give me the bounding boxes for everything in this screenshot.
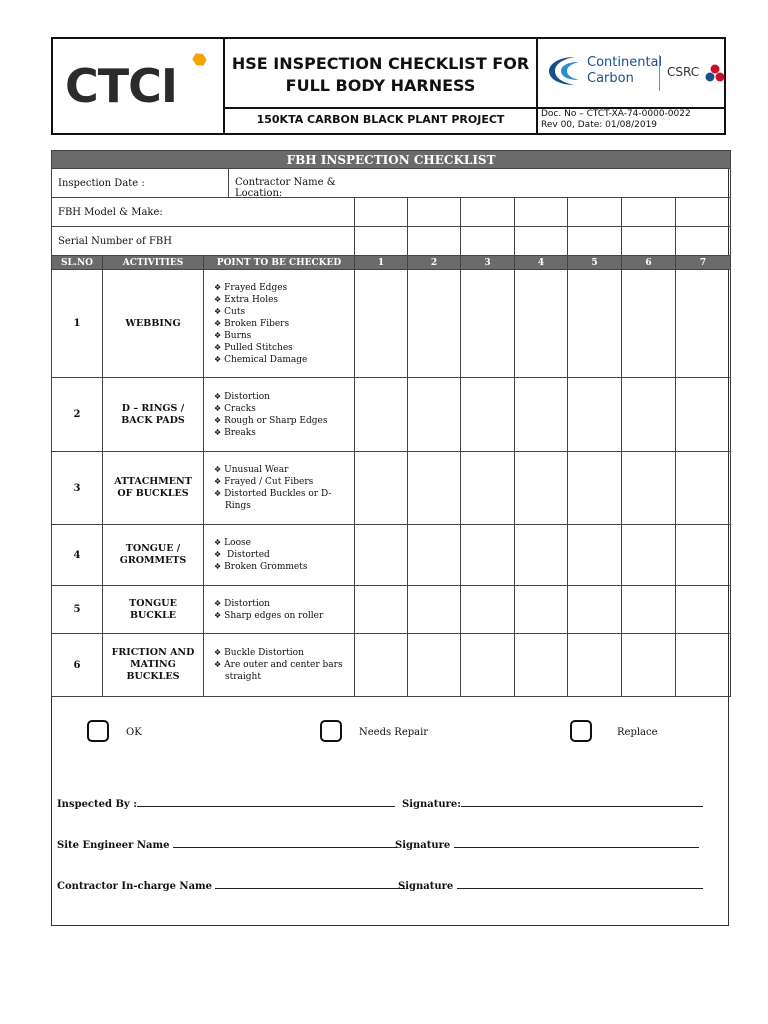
row-number: 4 xyxy=(52,525,103,586)
check-point: ❖ Distortion xyxy=(214,391,354,403)
check-points xyxy=(204,586,355,634)
serial-row xyxy=(52,227,731,256)
check-points xyxy=(204,525,355,586)
partner-logo-line-1: Continental xyxy=(587,55,663,70)
col-header-3: 3 xyxy=(461,256,515,270)
signature-2-input-line[interactable] xyxy=(454,838,699,848)
serial-cell-6[interactable] xyxy=(622,227,676,256)
revision-date: Rev 00, Date: 01/08/2019 xyxy=(541,120,658,130)
check-cell[interactable] xyxy=(408,525,461,586)
column-header-row xyxy=(52,256,731,270)
check-point: ❖ Rough or Sharp Edges xyxy=(214,415,354,427)
check-cell[interactable] xyxy=(568,586,622,634)
check-cell[interactable] xyxy=(461,270,515,378)
serial-number-label: Serial Number of FBH xyxy=(52,227,355,256)
serial-cell-7[interactable] xyxy=(676,227,731,256)
check-point: ❖ Sharp edges on roller xyxy=(214,610,354,622)
contractor-incharge-field xyxy=(57,879,405,892)
check-cell[interactable] xyxy=(515,634,568,697)
contractor-incharge-input-line[interactable] xyxy=(215,879,405,889)
inspected-by-field xyxy=(57,797,395,810)
signature-2-field xyxy=(395,838,699,851)
signature-3-input-line[interactable] xyxy=(457,879,703,889)
needs-repair-checkbox[interactable] xyxy=(320,720,342,742)
table-row xyxy=(52,525,731,586)
table-row xyxy=(52,378,731,452)
check-cell[interactable] xyxy=(408,586,461,634)
check-cell[interactable] xyxy=(622,270,676,378)
ctci-logo-mark-icon xyxy=(191,51,209,69)
fbh-model-label: FBH Model & Make: xyxy=(52,198,355,227)
title-line-1: HSE INSPECTION CHECKLIST FOR xyxy=(231,54,530,73)
replace-checkbox[interactable] xyxy=(570,720,592,742)
check-cell[interactable] xyxy=(622,378,676,452)
check-points xyxy=(204,634,355,697)
check-point: ❖ Cuts xyxy=(214,306,354,318)
check-cell[interactable] xyxy=(461,452,515,525)
doc-no: Doc. No – CTCT-XA-74-0000-0022 xyxy=(541,109,691,119)
col-header-5: 5 xyxy=(568,256,622,270)
activity-name: TONGUE BUCKLE xyxy=(103,586,204,634)
col-header-activities: ACTIVITIES xyxy=(103,256,204,270)
checklist-banner: FBH INSPECTION CHECKLIST xyxy=(52,151,731,169)
model-cell-2[interactable] xyxy=(408,198,461,227)
check-point: ❖ Frayed Edges xyxy=(214,282,354,294)
replace-label: Replace xyxy=(617,727,658,738)
col-header-slno: SL.NO xyxy=(52,256,103,270)
check-point: ❖ Breaks xyxy=(214,427,354,439)
activity-name: TONGUE / GROMMETS xyxy=(103,525,204,586)
col-header-1: 1 xyxy=(355,256,408,270)
contractor-incharge-label: Contractor In-charge Name xyxy=(57,881,212,892)
check-point: ❖ Buckle Distortion xyxy=(214,647,354,659)
col-header-points: POINT TO BE CHECKED xyxy=(204,256,355,270)
row-number: 5 xyxy=(52,586,103,634)
check-point: ❖ Extra Holes xyxy=(214,294,354,306)
col-header-2: 2 xyxy=(408,256,461,270)
check-point: ❖ Broken Fibers xyxy=(214,318,354,330)
check-points xyxy=(204,378,355,452)
inspection-date-label: Inspection Date : xyxy=(58,177,145,189)
csrc-logo-text: CSRC xyxy=(667,65,700,79)
check-cell[interactable] xyxy=(622,586,676,634)
partner-logo-line-2: Carbon xyxy=(587,71,634,86)
inspected-by-input-line[interactable] xyxy=(137,797,395,807)
ok-label: OK xyxy=(126,727,142,738)
inspection-date-field[interactable] xyxy=(52,169,355,198)
inspection-info-row xyxy=(52,169,731,198)
model-cell-5[interactable] xyxy=(568,198,622,227)
check-cell[interactable] xyxy=(622,634,676,697)
check-point: ❖ Chemical Damage xyxy=(214,354,354,366)
row-number: 1 xyxy=(52,270,103,378)
activity-name: D – RINGS / BACK PADS xyxy=(103,378,204,452)
activity-name: ATTACHMENT OF BUCKLES xyxy=(103,452,204,525)
check-point: ❖ Unusual Wear xyxy=(214,464,354,476)
table-row xyxy=(52,452,731,525)
check-cell[interactable] xyxy=(676,270,731,378)
check-cell[interactable] xyxy=(355,270,408,378)
check-points xyxy=(204,270,355,378)
check-point: ❖ Burns xyxy=(214,330,354,342)
check-point: ❖ Distorted xyxy=(214,549,354,561)
check-cell[interactable] xyxy=(568,378,622,452)
check-cell[interactable] xyxy=(622,452,676,525)
check-point: ❖ Broken Grommets xyxy=(214,561,354,573)
checklist-banner-row xyxy=(52,151,731,169)
continental-carbon-swoosh-icon xyxy=(545,53,585,89)
continental-carbon-logo xyxy=(545,53,663,95)
check-cell[interactable] xyxy=(355,634,408,697)
check-cell[interactable] xyxy=(461,586,515,634)
serial-cell-4[interactable] xyxy=(515,227,568,256)
check-cell[interactable] xyxy=(408,452,461,525)
signature-1-label: Signature: xyxy=(402,799,461,810)
signature-3-label: Signature xyxy=(398,881,454,892)
site-engineer-input-line[interactable] xyxy=(173,838,397,848)
csrc-logo xyxy=(665,61,723,89)
table-row xyxy=(52,586,731,634)
check-cell[interactable] xyxy=(568,452,622,525)
check-cell[interactable] xyxy=(676,634,731,697)
check-point: ❖ Frayed / Cut Fibers xyxy=(214,476,354,488)
check-cell[interactable] xyxy=(355,452,408,525)
document-title xyxy=(225,53,536,97)
signature-1-input-line[interactable] xyxy=(461,797,703,807)
col-header-6: 6 xyxy=(622,256,676,270)
model-row xyxy=(52,198,731,227)
ctci-logo xyxy=(61,51,221,121)
row-number: 6 xyxy=(52,634,103,697)
check-cell[interactable] xyxy=(408,634,461,697)
check-cell[interactable] xyxy=(461,525,515,586)
table-row xyxy=(52,270,731,378)
check-cell[interactable] xyxy=(515,378,568,452)
row-number: 2 xyxy=(52,378,103,452)
project-name: 150KTA CARBON BLACK PLANT PROJECT xyxy=(256,113,505,126)
check-cell[interactable] xyxy=(515,452,568,525)
model-cell-4[interactable] xyxy=(515,198,568,227)
serial-cell-1[interactable] xyxy=(355,227,408,256)
check-point: ❖ Distortion xyxy=(214,598,354,610)
check-point: ❖ Loose xyxy=(214,537,354,549)
serial-cell-5[interactable] xyxy=(568,227,622,256)
check-cell[interactable] xyxy=(568,525,622,586)
col-header-7: 7 xyxy=(676,256,731,270)
checklist-table xyxy=(51,150,731,697)
activity-name: WEBBING xyxy=(103,270,204,378)
table-row xyxy=(52,634,731,697)
serial-cell-2[interactable] xyxy=(408,227,461,256)
header-divider xyxy=(536,39,538,133)
row-number: 3 xyxy=(52,452,103,525)
logo-separator xyxy=(659,55,660,91)
check-cell[interactable] xyxy=(461,378,515,452)
check-cell[interactable] xyxy=(568,270,622,378)
site-engineer-field xyxy=(57,838,397,851)
check-cell[interactable] xyxy=(355,525,408,586)
check-cell[interactable] xyxy=(355,378,408,452)
signature-1-field xyxy=(402,797,703,810)
check-cell[interactable] xyxy=(622,525,676,586)
serial-cell-3[interactable] xyxy=(461,227,515,256)
document-header xyxy=(51,37,726,135)
check-cell[interactable] xyxy=(676,452,731,525)
ok-checkbox[interactable] xyxy=(87,720,109,742)
model-cell-6[interactable] xyxy=(622,198,676,227)
check-cell[interactable] xyxy=(355,586,408,634)
ctci-logo-text: CTCI xyxy=(65,59,178,113)
model-cell-7[interactable] xyxy=(676,198,731,227)
contractor-field[interactable] xyxy=(355,169,731,198)
document-number xyxy=(541,109,691,131)
check-cell[interactable] xyxy=(408,270,461,378)
check-cell[interactable] xyxy=(676,525,731,586)
check-cell[interactable] xyxy=(408,378,461,452)
check-cell[interactable] xyxy=(515,270,568,378)
csrc-logo-mark-icon xyxy=(705,63,725,85)
header-divider xyxy=(223,107,536,109)
activity-name: FRICTION AND MATING BUCKLES xyxy=(103,634,204,697)
model-cell-1[interactable] xyxy=(355,198,408,227)
needs-repair-label: Needs Repair xyxy=(359,727,429,738)
model-cell-3[interactable] xyxy=(461,198,515,227)
site-engineer-label: Site Engineer Name xyxy=(57,840,170,851)
contractor-label: Contractor Name & Location: xyxy=(235,177,336,199)
check-points xyxy=(204,452,355,525)
title-line-2: FULL BODY HARNESS xyxy=(285,76,476,95)
check-cell[interactable] xyxy=(515,525,568,586)
signature-3-field xyxy=(398,879,703,892)
check-cell[interactable] xyxy=(515,586,568,634)
col-header-4: 4 xyxy=(515,256,568,270)
inspected-by-label: Inspected By : xyxy=(57,799,137,810)
check-cell[interactable] xyxy=(568,634,622,697)
check-point: ❖ Cracks xyxy=(214,403,354,415)
check-cell[interactable] xyxy=(676,586,731,634)
check-point: ❖ Distorted Buckles or D-Rings xyxy=(214,488,354,512)
check-cell[interactable] xyxy=(461,634,515,697)
signature-2-label: Signature xyxy=(395,840,451,851)
check-point: ❖ Are outer and center bars straight xyxy=(214,659,354,683)
check-point: ❖ Pulled Stitches xyxy=(214,342,354,354)
check-cell[interactable] xyxy=(676,378,731,452)
